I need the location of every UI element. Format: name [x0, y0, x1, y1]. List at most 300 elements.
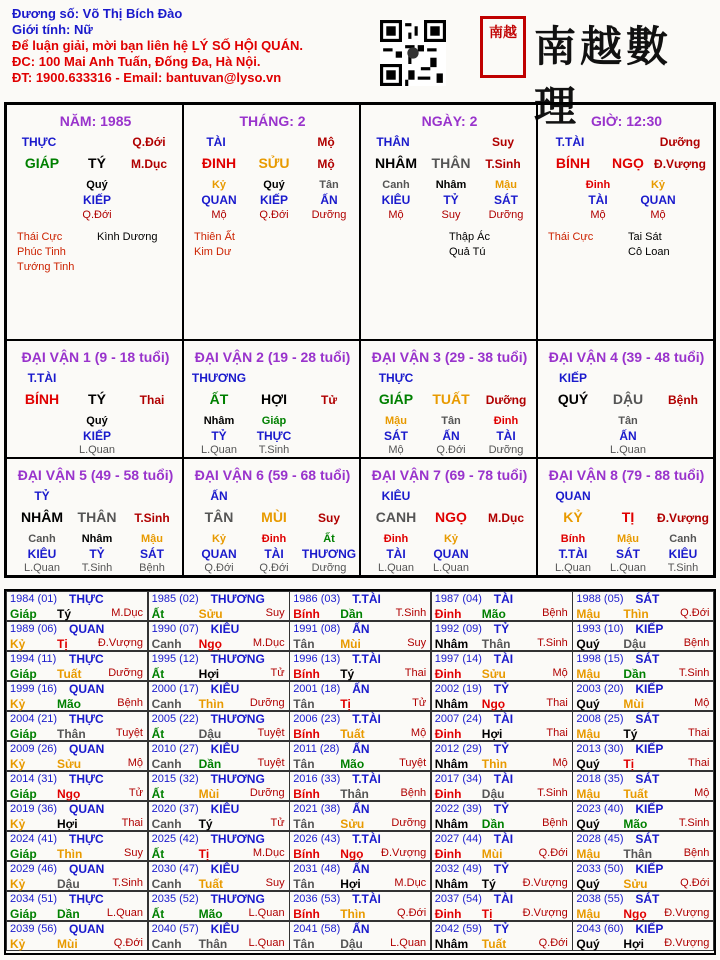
year-god: ẤN — [352, 862, 370, 876]
year-label: 2023 (40) — [576, 803, 624, 815]
year-god: TÀI — [493, 712, 514, 726]
star-left: Kim Dư — [194, 246, 232, 258]
year-stage: Tử — [270, 817, 285, 829]
year-label: 2027 (44) — [434, 833, 482, 845]
year-cell — [6, 861, 148, 891]
year-cell — [289, 741, 431, 771]
year-label: 2002 (19) — [434, 683, 482, 695]
year-can: Giáp — [10, 667, 37, 681]
year-stage: M.Dục — [252, 637, 285, 649]
year-stage: Suy — [265, 877, 285, 889]
year-god: THƯƠNG — [210, 712, 265, 726]
hidden-stage: L.Quan — [554, 562, 592, 574]
hidden-god: TÀI — [496, 429, 516, 443]
year-chi: Tuất — [481, 937, 507, 951]
year-chi: Dần — [57, 907, 80, 921]
dai-van-chi: HỢI — [261, 391, 287, 407]
year-label: 2014 (31) — [10, 773, 58, 785]
year-label: 2029 (46) — [10, 863, 58, 875]
year-can: Kỷ — [10, 817, 26, 831]
year-god: TỶ — [493, 922, 510, 936]
phone-email: ĐT: 1900.633316 - Email: bantuvan@lyso.vn — [12, 70, 282, 85]
year-cell — [431, 861, 573, 891]
year-label: 2017 (34) — [434, 773, 482, 785]
year-chi: Tị — [198, 847, 210, 861]
dai-van-chi: TỊ — [621, 509, 635, 525]
hidden-god: ẤN — [619, 429, 637, 443]
dai-van-title: ĐẠI VẬN 4 (39 - 48 tuổi) — [548, 349, 705, 365]
year-can: Tân — [293, 637, 315, 651]
year-god: SÁT — [635, 712, 660, 726]
year-cell — [289, 861, 431, 891]
year-stage: Đ.Vượng — [97, 637, 143, 649]
year-cell — [572, 771, 714, 801]
year-can: Tân — [293, 937, 315, 951]
year-can: Nhâm — [434, 937, 469, 951]
hidden-god: KIẾP — [82, 193, 112, 207]
hidden-god: KIẾP — [82, 429, 112, 443]
pillar-cell — [6, 104, 183, 340]
dai-van-cell — [6, 458, 183, 576]
year-can: Ất — [151, 907, 165, 921]
hidden-stem: Quý — [86, 179, 108, 191]
year-chi: Tị — [623, 757, 635, 771]
hidden-stem: Canh — [669, 533, 697, 545]
year-can: Đinh — [434, 787, 462, 801]
hidden-stem: Đinh — [261, 533, 287, 545]
year-can: Đinh — [434, 727, 462, 741]
year-chi: Thân — [198, 937, 228, 951]
year-chi: Thìn — [57, 847, 83, 861]
year-stage: Thai — [404, 667, 427, 679]
year-cell — [148, 711, 290, 741]
year-god: T.TÀI — [352, 832, 381, 846]
dai-van-cell — [183, 458, 360, 576]
year-can: Bính — [293, 787, 320, 801]
year-god: TÀI — [493, 592, 514, 606]
year-can: Quý — [576, 637, 600, 651]
year-cell — [431, 891, 573, 921]
year-stage: Dưỡng — [391, 817, 427, 829]
year-stage: Bệnh — [683, 637, 710, 649]
year-cell — [572, 711, 714, 741]
dai-van-chi: MÙI — [261, 509, 287, 525]
dai-van-can: QUÝ — [557, 391, 589, 407]
year-cell — [148, 771, 290, 801]
year-stage: Tử — [128, 787, 143, 799]
year-cell — [6, 741, 148, 771]
year-cell — [431, 831, 573, 861]
dai-van-stage: Tử — [320, 393, 338, 407]
star-left: Phúc Tinh — [17, 246, 66, 258]
year-can: Mậu — [576, 727, 601, 741]
year-stage: Tuyệt — [115, 727, 143, 739]
year-cell — [431, 681, 573, 711]
pillar-title: THÁNG: 2 — [239, 113, 306, 129]
year-label: 2006 (23) — [293, 713, 341, 725]
year-can: Mậu — [576, 787, 601, 801]
year-chi: Mùi — [57, 937, 78, 951]
year-god: TỶ — [493, 802, 510, 816]
dai-van-can: GIÁP — [378, 391, 414, 407]
year-chi: Ngọ — [340, 847, 364, 861]
year-can: Quý — [576, 817, 600, 831]
year-stage: Tử — [270, 667, 285, 679]
year-god: THƯƠNG — [210, 652, 265, 666]
year-can: Mậu — [576, 607, 601, 621]
year-label: 2036 (53) — [293, 893, 341, 905]
year-label: 1994 (11) — [10, 653, 57, 665]
year-can: Canh — [151, 697, 182, 711]
hidden-god: QUAN — [640, 193, 676, 207]
year-god: KIẾP — [635, 622, 664, 636]
year-can: Nhâm — [434, 697, 469, 711]
pillar-chi-stage: T.Sinh — [485, 157, 521, 171]
year-god: KIẾP — [635, 922, 664, 936]
year-can: Tân — [293, 877, 315, 891]
pillar-can: NHÂM — [375, 155, 417, 171]
logo-text: 南越數理 — [534, 22, 673, 131]
dai-van-god: TỶ — [34, 489, 50, 503]
year-chi: Sửu — [481, 667, 506, 681]
year-label: 2020 (37) — [151, 803, 199, 815]
year-god: THỰC — [69, 892, 104, 906]
hidden-stage: Q.Đới — [204, 562, 234, 574]
year-can: Quý — [576, 757, 600, 771]
year-god: THỰC — [69, 592, 104, 606]
year-chi: Hợi — [340, 877, 361, 891]
hidden-stem: Quý — [86, 415, 108, 427]
pillar-title: NGÀY: 2 — [421, 113, 478, 129]
year-stage: Q.Đới — [396, 907, 427, 919]
year-stage: Bệnh — [400, 787, 427, 799]
year-cell — [431, 771, 573, 801]
year-chi: Ngọ — [481, 697, 506, 711]
year-chi: Tuất — [198, 877, 224, 891]
year-stage: T.Sinh — [537, 637, 568, 649]
year-can: Nhâm — [434, 637, 469, 651]
year-cell — [289, 651, 431, 681]
star-right: Cô Loan — [628, 246, 670, 258]
year-stage: Bệnh — [683, 847, 710, 859]
pillar-chi: TÝ — [88, 155, 106, 171]
year-cell — [289, 921, 431, 951]
year-cell — [6, 651, 148, 681]
year-label: 1984 (01) — [10, 593, 58, 605]
year-stage: T.Sinh — [537, 787, 568, 799]
year-cell — [431, 921, 573, 951]
year-cell — [6, 921, 148, 951]
pillar-chi: NGỌ — [612, 155, 644, 171]
year-stage: Thai — [546, 697, 568, 709]
year-label: 1996 (13) — [293, 653, 341, 665]
star-left: Tướng Tinh — [17, 261, 75, 273]
year-god: QUAN — [69, 862, 105, 876]
year-god: SÁT — [635, 892, 660, 906]
year-cell — [6, 831, 148, 861]
star-right: Kình Dương — [97, 231, 158, 243]
dai-van-chi: TÝ — [88, 391, 106, 407]
year-stage: Bệnh — [542, 607, 568, 619]
hidden-stage: Mộ — [650, 209, 666, 221]
contact-note: Để luận giải, mời bạn liên hệ LÝ SỐ HỘI QUÁN. — [12, 38, 303, 53]
year-god: TÀI — [493, 652, 514, 666]
year-cell — [6, 891, 148, 921]
hidden-god: THƯƠNG — [301, 547, 357, 561]
hidden-stem: Quý — [263, 179, 285, 191]
hidden-god: TỶ — [211, 429, 227, 443]
year-chi: Mùi — [198, 787, 220, 801]
year-can: Mậu — [576, 667, 601, 681]
hidden-stem: Kỷ — [211, 533, 227, 545]
year-stage: T.Sinh — [395, 607, 427, 619]
logo-seal: 南越 — [480, 16, 526, 78]
hidden-god: TÀI — [386, 547, 406, 561]
year-cell — [6, 711, 148, 741]
year-stage: Đ.Vượng — [522, 907, 568, 919]
year-god: KIÊU — [210, 622, 240, 636]
year-cell — [289, 891, 431, 921]
hidden-stage: L.Quan — [609, 562, 647, 574]
hidden-god: QUAN — [433, 547, 469, 561]
year-chi: Tý — [481, 877, 496, 891]
dai-van-chi: DẬU — [612, 391, 644, 407]
year-stage: T.Sinh — [112, 877, 143, 889]
year-chi: Tý — [198, 817, 213, 831]
year-label: 1993 (10) — [576, 623, 624, 635]
year-label: 2040 (57) — [151, 923, 199, 935]
year-stage: Bệnh — [117, 697, 143, 709]
dai-van-god: THỰC — [378, 371, 414, 385]
year-chi: Mão — [57, 697, 81, 711]
dai-van-title: ĐẠI VẬN 2 (19 - 28 tuổi) — [194, 349, 351, 365]
year-stage: L.Quan — [106, 907, 143, 919]
hidden-god: THỰC — [256, 429, 292, 443]
dai-van-chi: THÂN — [77, 509, 117, 525]
pillar-chi-stage: Đ.Vượng — [654, 157, 706, 171]
year-can: Quý — [576, 877, 600, 891]
year-god: T.TÀI — [352, 892, 381, 906]
year-chi: Tị — [57, 637, 68, 651]
year-can: Canh — [151, 877, 182, 891]
year-chi: Tuất — [340, 727, 365, 741]
pillar-chi-stage: Mộ — [317, 157, 335, 171]
year-can: Đinh — [434, 667, 462, 681]
year-stage: Q.Đới — [680, 877, 710, 889]
year-stage: L.Quan — [248, 937, 285, 949]
year-chi: Tuất — [57, 667, 82, 681]
hidden-god: TÀI — [588, 193, 608, 207]
year-label: 1991 (08) — [293, 623, 341, 635]
year-can: Ất — [151, 727, 165, 741]
year-label: 1999 (16) — [10, 683, 58, 695]
year-cell — [289, 831, 431, 861]
hidden-god: KIÊU — [668, 547, 698, 561]
pillar-cell — [360, 104, 537, 340]
year-label: 2038 (55) — [576, 893, 624, 905]
year-label: 2026 (43) — [293, 833, 341, 845]
year-chi: Mùi — [481, 847, 503, 861]
year-god: T.TÀI — [352, 712, 381, 726]
hidden-god: ẤN — [442, 429, 460, 443]
year-stage: Mộ — [552, 667, 568, 679]
dai-van-stage: Đ.Vượng — [657, 511, 709, 525]
year-god: ẤN — [352, 682, 370, 696]
dai-van-stage: Bệnh — [668, 393, 698, 407]
year-label: 2043 (60) — [576, 923, 624, 935]
year-can: Đinh — [434, 847, 462, 861]
address: ĐC: 100 Mai Anh Tuấn, Đống Đa, Hà Nội. — [12, 54, 261, 69]
year-chi: Mão — [340, 757, 365, 771]
hidden-stem: Kỷ — [443, 533, 459, 545]
year-god: THƯƠNG — [210, 892, 265, 906]
star-left: Thái Cực — [17, 231, 63, 243]
year-stage: Mộ — [694, 787, 710, 799]
year-cell — [148, 801, 290, 831]
year-god: KIÊU — [210, 862, 240, 876]
hidden-stage: Mộ — [590, 209, 606, 221]
year-god: THỰC — [69, 652, 104, 666]
year-god: QUAN — [69, 682, 105, 696]
year-cell — [148, 591, 290, 621]
year-stage: Tuyệt — [399, 757, 427, 769]
year-can: Canh — [151, 937, 182, 951]
hidden-stem: Nhâm — [203, 415, 235, 427]
year-cell — [572, 651, 714, 681]
year-stage: Mộ — [127, 757, 143, 769]
pillar-cell — [183, 104, 360, 340]
hidden-god: T.TÀI — [558, 547, 588, 561]
hidden-god: TỶ — [89, 547, 105, 561]
hidden-stem: Đinh — [383, 533, 409, 545]
year-can: Bính — [293, 847, 320, 861]
year-stage: M.Dục — [394, 877, 427, 889]
hidden-god: SÁT — [494, 193, 518, 207]
year-can: Ất — [151, 667, 165, 681]
hidden-stage: L.Quan — [432, 562, 470, 574]
year-cell — [148, 861, 290, 891]
year-can: Giáp — [10, 787, 37, 801]
year-cell — [289, 591, 431, 621]
year-label: 2042 (59) — [434, 923, 482, 935]
year-label: 2021 (38) — [293, 803, 341, 815]
year-cell — [431, 651, 573, 681]
hidden-stage: L.Quan — [23, 562, 61, 574]
year-chi: Thìn — [623, 607, 649, 621]
year-can: Bính — [293, 607, 320, 621]
year-stage: Mộ — [694, 697, 710, 709]
year-chi: Dậu — [340, 937, 363, 951]
year-can: Bính — [293, 667, 320, 681]
year-cell — [6, 771, 148, 801]
year-label: 2004 (21) — [10, 713, 58, 725]
year-label: 2009 (26) — [10, 743, 58, 755]
year-god: KIÊU — [210, 922, 240, 936]
pillar-top-god: TÀI — [206, 135, 226, 149]
year-label: 1995 (12) — [151, 653, 199, 665]
year-label: 2032 (49) — [434, 863, 482, 875]
year-label: 1986 (03) — [293, 593, 341, 605]
year-label: 2031 (48) — [293, 863, 341, 875]
year-cell — [572, 741, 714, 771]
hidden-stage: T.Sinh — [81, 562, 113, 574]
year-stage: Q.Đới — [680, 607, 710, 619]
year-can: Đinh — [434, 607, 462, 621]
hidden-stage: T.Sinh — [258, 444, 290, 456]
year-chi: Tị — [481, 907, 493, 921]
hidden-god: SÁT — [384, 429, 408, 443]
year-god: QUAN — [69, 622, 105, 636]
year-cell — [148, 741, 290, 771]
star-right: Tai Sát — [628, 231, 662, 243]
dai-van-can: CANH — [375, 509, 417, 525]
year-god: KIẾP — [635, 742, 664, 756]
pillar-can: ĐINH — [201, 155, 237, 171]
year-stage: Dưỡng — [108, 667, 143, 679]
dai-van-title: ĐẠI VẬN 8 (79 - 88 tuổi) — [548, 467, 705, 483]
year-label: 1989 (06) — [10, 623, 58, 635]
pillar-top-stage: Dưỡng — [659, 135, 701, 149]
year-god: THỰC — [69, 772, 104, 786]
year-stage: Mộ — [410, 727, 427, 739]
year-can: Kỷ — [10, 757, 26, 771]
year-stage: M.Dục — [111, 607, 143, 619]
year-god: QUAN — [69, 802, 105, 816]
hidden-stage: Mộ — [388, 444, 404, 456]
year-god: T.TÀI — [352, 652, 381, 666]
dai-van-cell — [360, 458, 537, 576]
year-label: 2008 (25) — [576, 713, 624, 725]
year-chi: Ngọ — [623, 907, 647, 921]
year-cell — [572, 801, 714, 831]
year-stage: Tử — [412, 697, 427, 709]
year-god: TÀI — [493, 832, 514, 846]
year-god: KIÊU — [210, 682, 240, 696]
dai-van-god: KIẾP — [558, 371, 588, 385]
year-god: THỰC — [69, 712, 104, 726]
year-stage: Đ.Vượng — [664, 937, 710, 949]
year-stage: Đ.Vượng — [522, 877, 568, 889]
dai-van-can: BÍNH — [24, 391, 60, 407]
year-can: Bính — [293, 907, 320, 921]
hidden-stage: T.Sinh — [667, 562, 699, 574]
year-stage: Tuyệt — [257, 727, 285, 739]
pillar-top-god: THÂN — [376, 135, 410, 149]
year-can: Bính — [293, 727, 320, 741]
hidden-stem: Kỷ — [650, 179, 666, 191]
year-label: 2016 (33) — [293, 773, 341, 785]
hidden-stem: Mậu — [385, 415, 407, 427]
year-cell — [6, 801, 148, 831]
hidden-stem: Mậu — [617, 533, 639, 545]
year-cell — [6, 591, 148, 621]
year-chi: Tuất — [623, 787, 648, 801]
pillar-top-stage: Mộ — [317, 135, 335, 149]
pillar-title: NĂM: 1985 — [59, 113, 132, 129]
year-stage: Đ.Vượng — [664, 907, 710, 919]
dai-van-chi: TUẤT — [432, 391, 470, 407]
year-stage: Q.Đới — [538, 847, 568, 859]
gender: Giới tính: Nữ — [12, 22, 93, 37]
year-cell — [289, 681, 431, 711]
year-label: 2039 (56) — [10, 923, 58, 935]
year-god: TÀI — [493, 772, 514, 786]
dai-van-stage: Suy — [317, 511, 341, 525]
year-cell — [148, 921, 290, 951]
year-god: TỶ — [493, 622, 510, 636]
dai-van-can: TÂN — [204, 509, 234, 525]
year-label: 1988 (05) — [576, 593, 624, 605]
